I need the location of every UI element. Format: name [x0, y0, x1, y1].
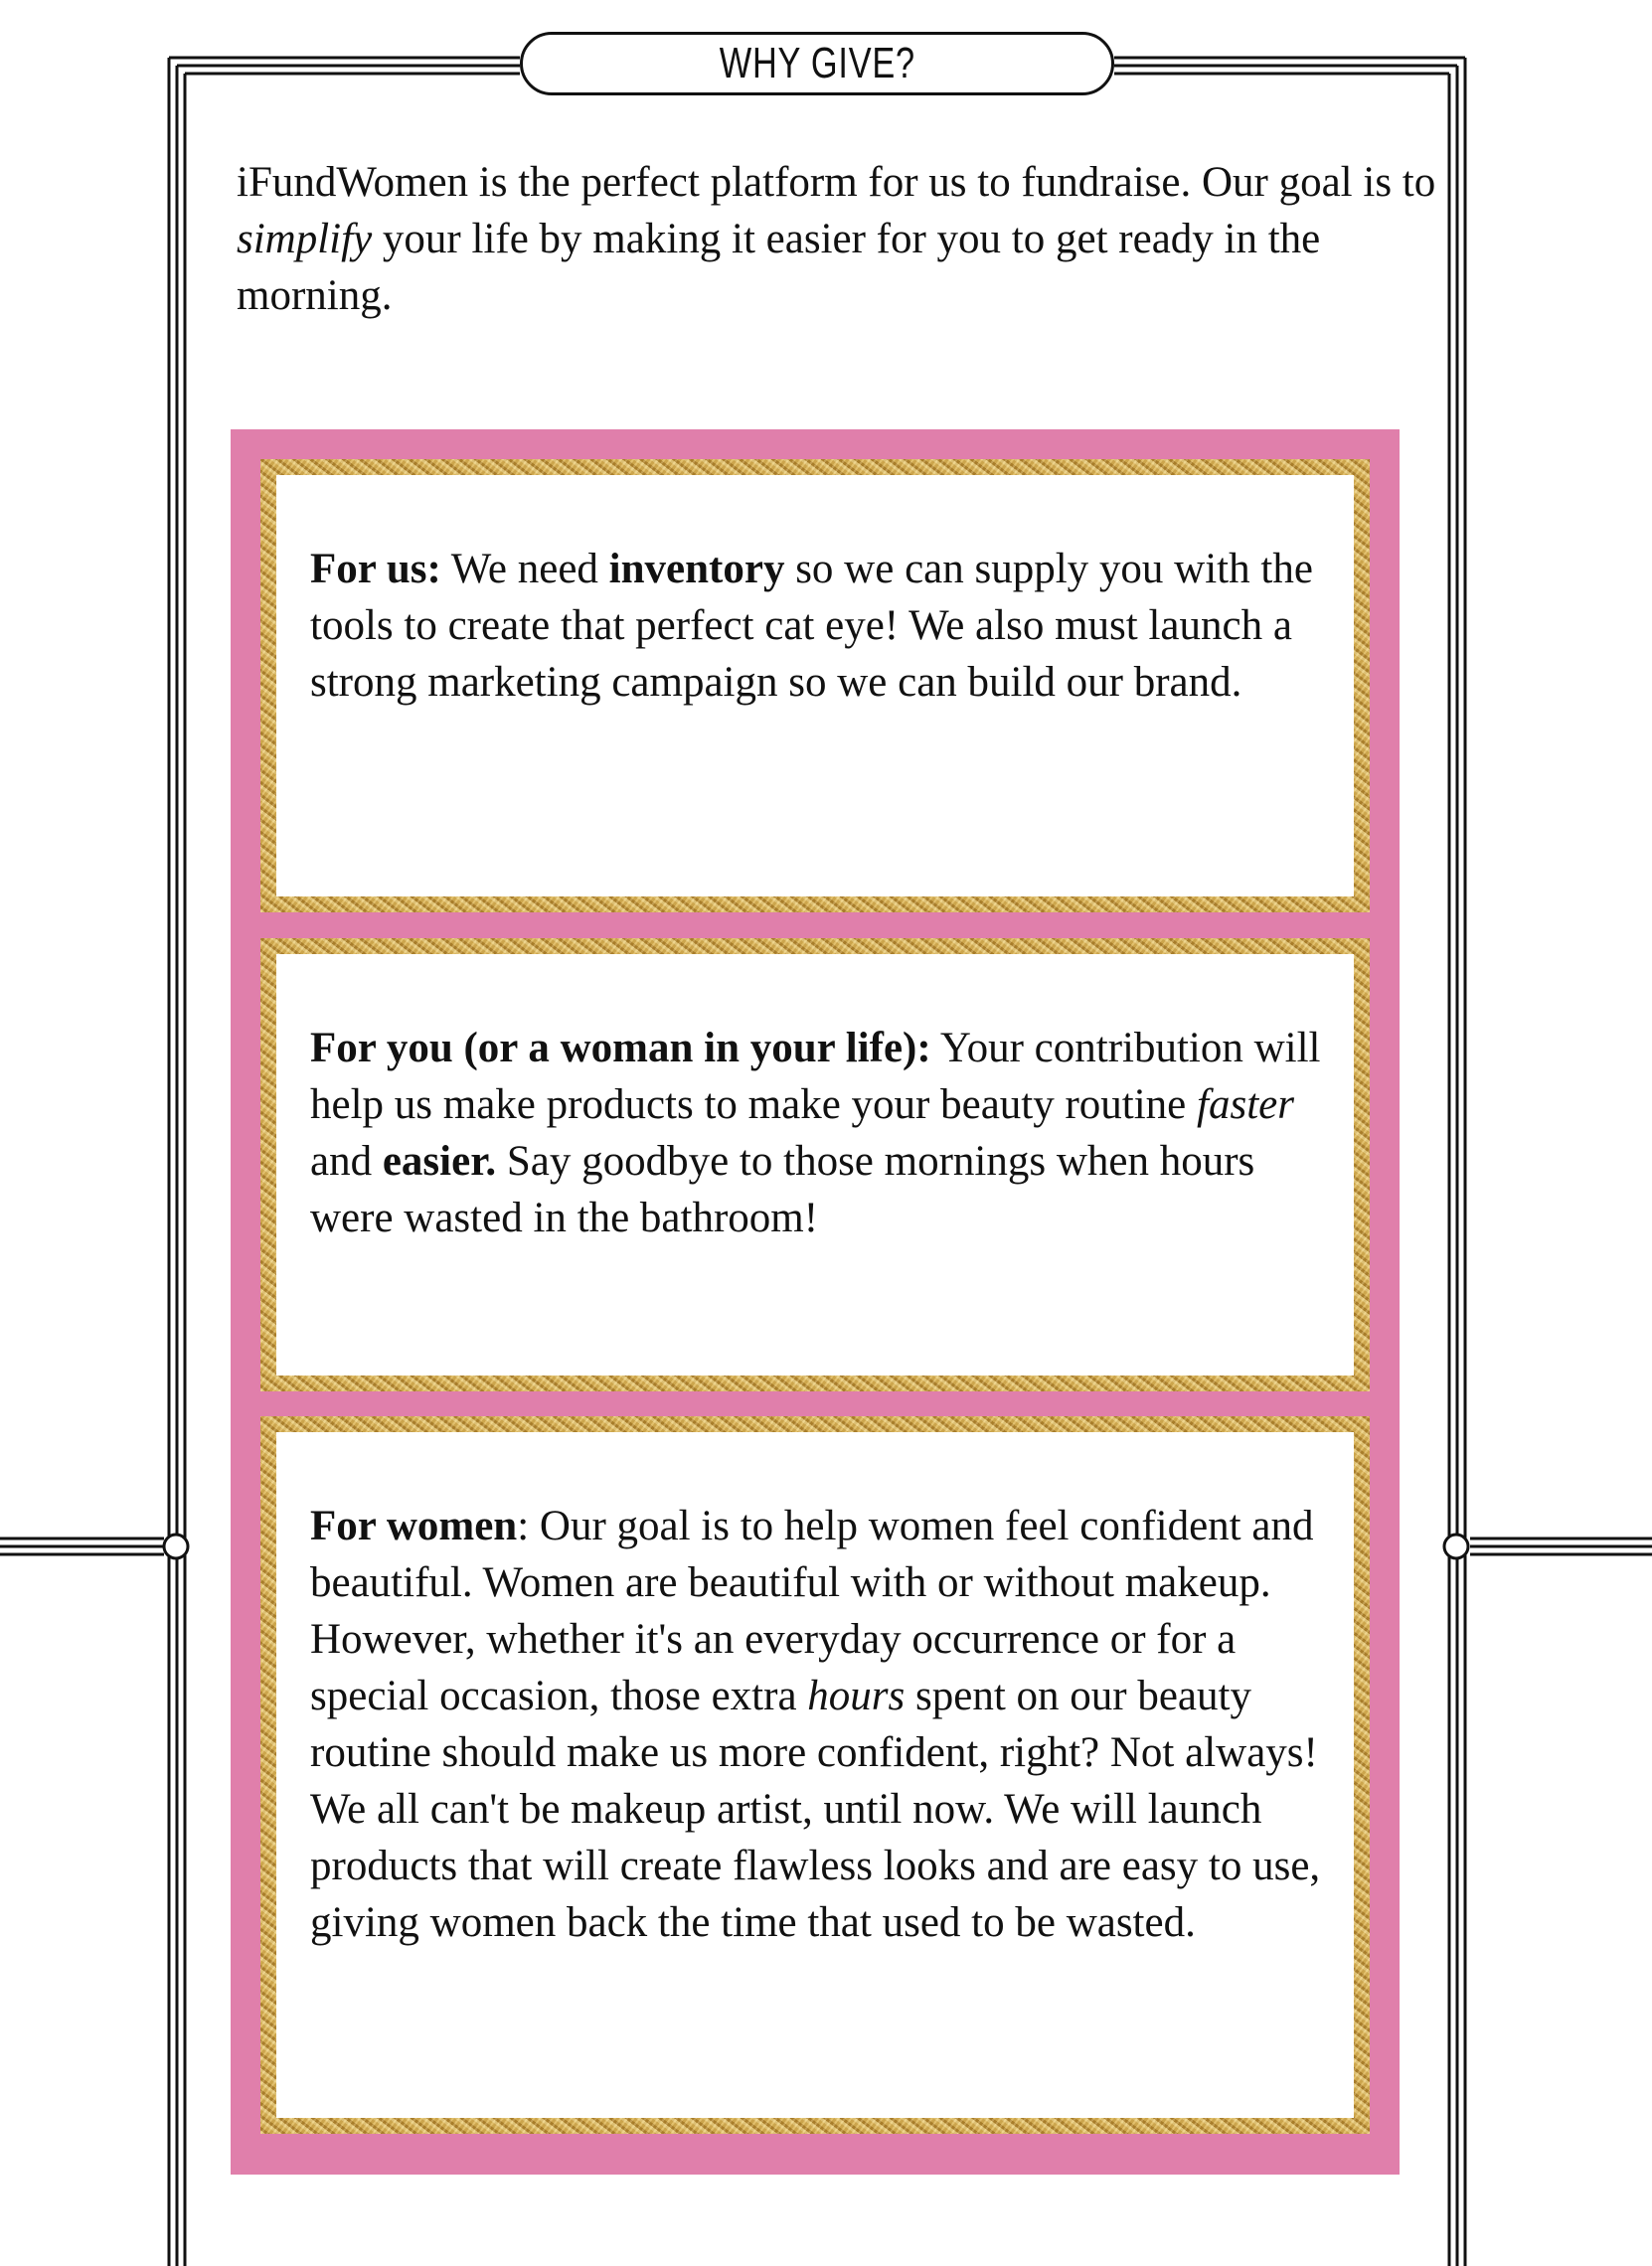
reason-lead: For us: [310, 546, 441, 592]
reason-card-for-women [260, 1416, 1370, 2134]
intro-text-2: your life by making it easier for you to get ready in the morning. [237, 216, 1321, 319]
reason-card-body [276, 1432, 1354, 2118]
reason-bold-word: inventory [608, 546, 785, 592]
section-title: WHY GIVE? [719, 39, 915, 87]
reason-text [310, 1498, 1324, 1951]
reason-text [310, 541, 1324, 711]
reason-card-for-us [260, 459, 1370, 912]
reason-text-part: spent on our beauty routine should make us more confident, right? Not always! We all can't be makeup artist, until now. We will launch products that will create flawless looks and are easy to use, giving women back the time that used to be wasted. [310, 1673, 1321, 1946]
intro-paragraph [237, 154, 1459, 324]
reason-text-part: Your contribution will help us make products to make your beauty routine [310, 1025, 1321, 1128]
reason-bold-word: easier. [382, 1138, 497, 1185]
reason-text-part: Say goodbye to those mornings when hours were wasted in the bathroom! [310, 1138, 1255, 1241]
reason-text-part: We need [440, 546, 609, 592]
reason-emphasis: hours [807, 1673, 906, 1719]
reason-card-for-you [260, 938, 1370, 1391]
reason-emphasis: faster [1197, 1081, 1294, 1128]
intro-emphasis: simplify [237, 216, 373, 262]
reason-text-part: and [310, 1138, 383, 1185]
section-title-badge [520, 32, 1114, 95]
reason-card-body [276, 954, 1354, 1376]
reasons-panel [231, 429, 1400, 2175]
reason-text-part: : Our goal is to help women feel confident and beautiful. Women are beautiful with or without makeup. However, whether it's an everyday occurrence or for a special occasion, those extra [310, 1503, 1314, 1719]
reason-text [310, 1020, 1324, 1246]
reason-lead: For you (or a woman in your life): [310, 1025, 931, 1071]
intro-text-1: iFundWomen is the perfect platform for us to fundraise. Our goal is to [237, 159, 1436, 206]
reason-text-part: so we can supply you with the tools to create that perfect cat eye! We also must launch a strong marketing campaign so we can build our brand. [310, 546, 1313, 706]
reason-lead: For women [310, 1503, 518, 1549]
reason-card-body [276, 475, 1354, 896]
